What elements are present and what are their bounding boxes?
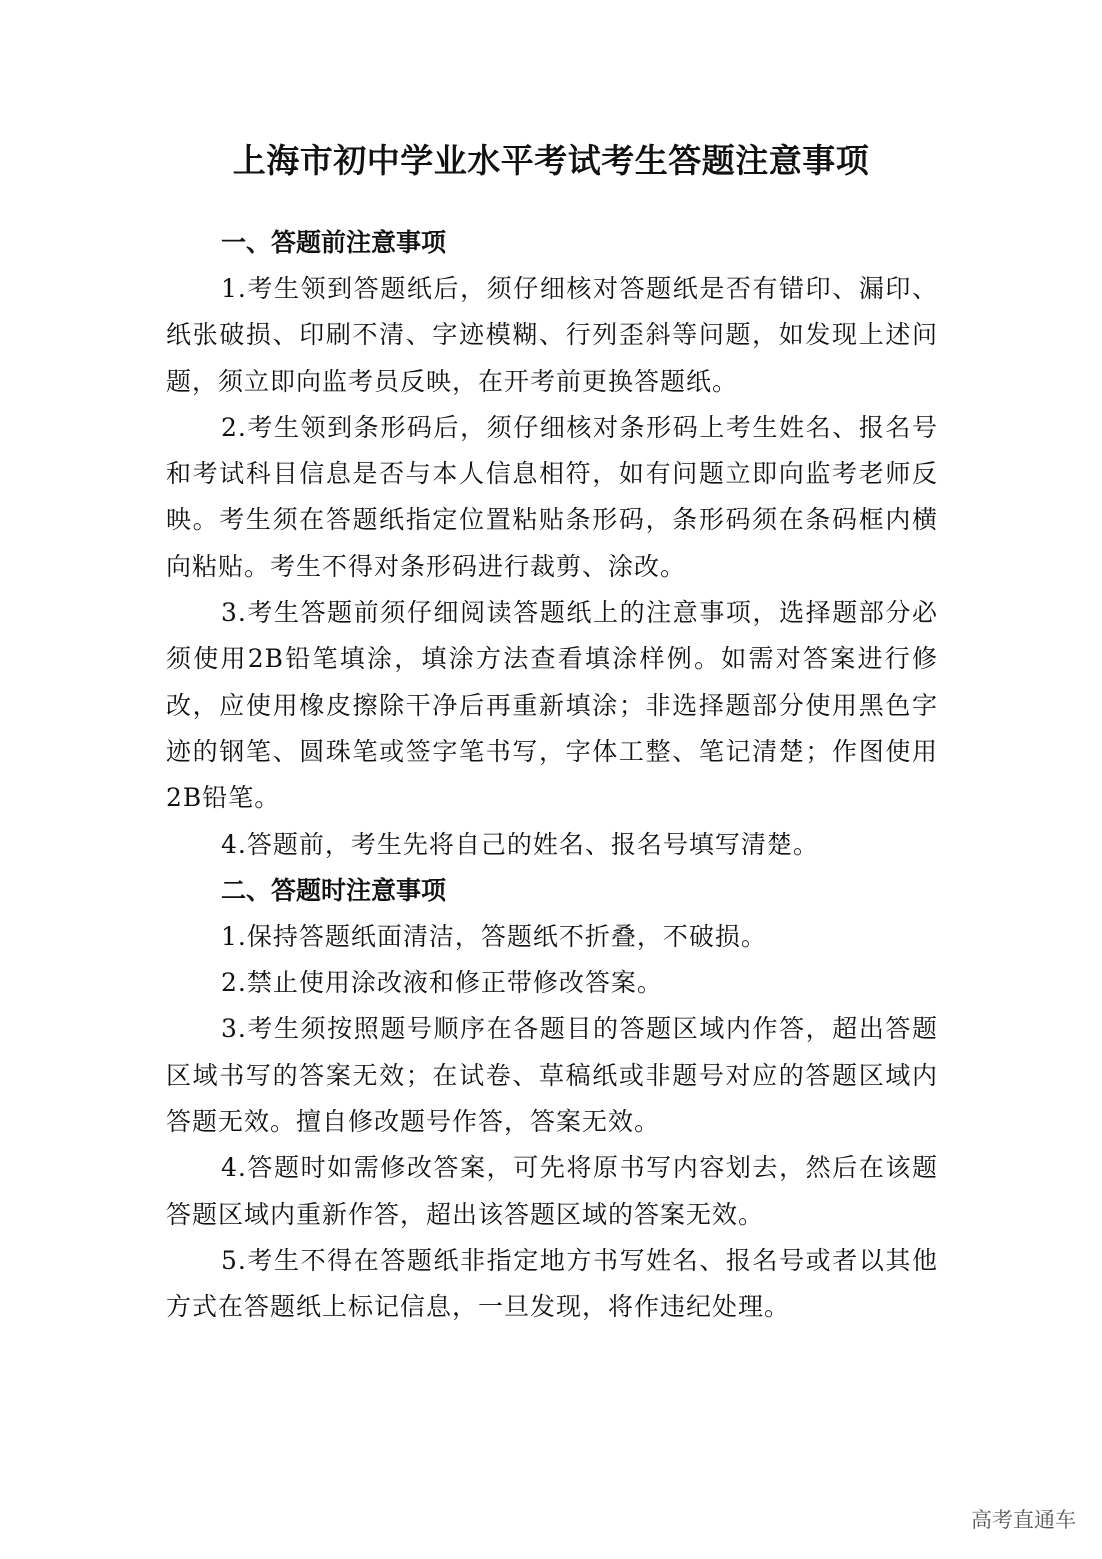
- document-body: [166, 220, 938, 1331]
- instruction-item: 3.考生须按照题号顺序在各题目的答题区域内作答，超出答题区域书写的答案无效；在试卷、草稿纸或非题号对应的答题区域内答题无效。擅自修改题号作答，答案无效。: [166, 1014, 938, 1137]
- instruction-item: 4.答题前，考生先将自己的姓名、报名号填写清楚。: [221, 829, 819, 859]
- instruction-item: 2.禁止使用涂改液和修正带修改答案。: [221, 968, 663, 998]
- instruction-item: 1.保持答题纸面清洁，答题纸不折叠，不破损。: [221, 921, 767, 951]
- section-heading-before-exam: 一、答题前注意事项: [221, 228, 447, 257]
- instruction-item: 1.考生领到答题纸后，须仔细核对答题纸是否有错印、漏印、纸张破损、印刷不清、字迹模糊、行列歪斜等问题，如发现上述问题，须立即向监考员反映，在开考前更换答题纸。: [166, 274, 938, 396]
- section-heading-during-exam: 二、答题时注意事项: [221, 875, 447, 905]
- instruction-item: 3.考生答题前须仔细阅读答题纸上的注意事项，选择题部分必须使用2B铅笔填涂，填涂方法查看填涂样例。如需对答案进行修改，应使用橡皮擦除干净后再重新填涂；非选择题部分使用黑色字迹的钢笔、圆珠笔或签字笔书写，字体工整、笔记清楚；作图使用2B铅笔。: [166, 598, 938, 813]
- page-title: 上海市初中学业水平考试考生答题注意事项: [232, 141, 870, 180]
- instruction-item: 5.考生不得在答题纸非指定地方书写姓名、报名号或者以其他方式在答题纸上标记信息，一旦发现，将作违纪处理。: [166, 1245, 938, 1322]
- instruction-item: 2.考生领到条形码后，须仔细核对条形码上考生姓名、报名号和考试科目信息是否与本人信息相符，如有问题立即向监考老师反映。考生须在答题纸指定位置粘贴条形码，条形码须在条码框内横向粘贴。考生不得对条形码进行裁剪、涂改。: [166, 412, 938, 581]
- watermark: 高考直通车: [971, 1508, 1076, 1532]
- instruction-item: 4.答题时如需修改答案，可先将原书写内容划去，然后在该题答题区域内重新作答，超出该答题区域的答案无效。: [166, 1153, 938, 1229]
